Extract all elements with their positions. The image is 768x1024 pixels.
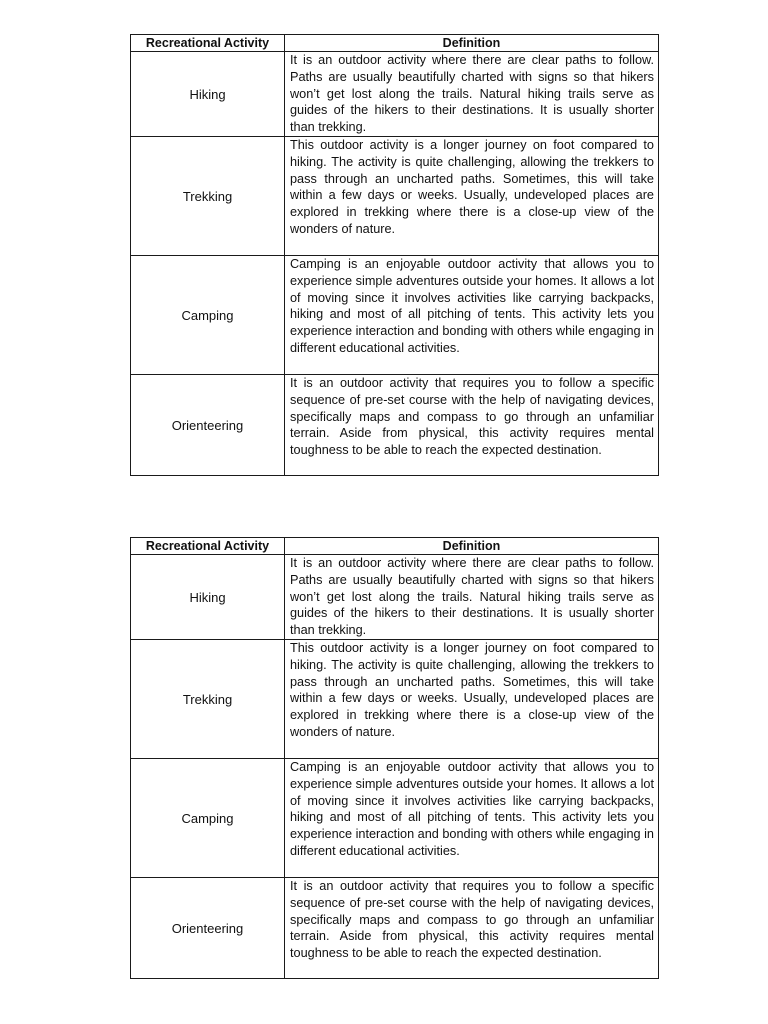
definition-cell: This outdoor activity is a longer journey on foot compared to hiking. The activity is quite challenging, allowing the trekkers to pass through an uncharted paths. Sometimes, this will take within a few days or weeks. Usually, undeveloped places are explored in trekking where there is a close-up view of the wonders of nature. bbox=[285, 640, 659, 759]
activity-cell: Camping bbox=[131, 256, 285, 375]
table-row bbox=[131, 640, 659, 759]
table-row bbox=[131, 52, 659, 137]
definition-column-header: Definition bbox=[285, 538, 659, 555]
table-row bbox=[131, 256, 659, 375]
definition-cell: Camping is an enjoyable outdoor activity that allows you to experience simple adventures outside your homes. It allows a lot of moving since it involves activities like carrying backpacks, hiking and most of all pitching of tents. This activity lets you experience interaction and bonding with others while engaging in different educational activities. bbox=[285, 256, 659, 375]
activity-column-header: Recreational Activity bbox=[131, 35, 285, 52]
table-row bbox=[131, 375, 659, 476]
activity-column-header: Recreational Activity bbox=[131, 538, 285, 555]
activity-cell: Trekking bbox=[131, 640, 285, 759]
definition-column-header: Definition bbox=[285, 35, 659, 52]
definition-cell: This outdoor activity is a longer journey on foot compared to hiking. The activity is quite challenging, allowing the trekkers to pass through an uncharted paths. Sometimes, this will take within a few days or weeks. Usually, undeveloped places are explored in trekking where there is a close-up view of the wonders of nature. bbox=[285, 137, 659, 256]
activity-cell: Orienteering bbox=[131, 375, 285, 476]
table-header-row bbox=[131, 35, 659, 52]
table-row bbox=[131, 137, 659, 256]
definition-cell: It is an outdoor activity where there are clear paths to follow. Paths are usually beautifully charted with signs so that hikers won’t get lost along the trails. Natural hiking trails serve as guides of the hikers to their destinations. It is usually shorter than trekking. bbox=[285, 52, 659, 137]
definition-cell: Camping is an enjoyable outdoor activity that allows you to experience simple adventures outside your homes. It allows a lot of moving since it involves activities like carrying backpacks, hiking and most of all pitching of tents. This activity lets you experience interaction and bonding with others while engaging in different educational activities. bbox=[285, 759, 659, 878]
activity-cell: Trekking bbox=[131, 137, 285, 256]
activity-definition-table bbox=[130, 34, 659, 476]
activity-cell: Hiking bbox=[131, 555, 285, 640]
table-row bbox=[131, 878, 659, 979]
table-header-row bbox=[131, 538, 659, 555]
table-row bbox=[131, 555, 659, 640]
activity-cell: Orienteering bbox=[131, 878, 285, 979]
activity-definition-table bbox=[130, 537, 659, 979]
definition-cell: It is an outdoor activity that requires you to follow a specific sequence of pre-set course with the help of navigating devices, specifically maps and compass to go through an unfamiliar terrain. Aside from physical, this activity requires mental toughness to be able to reach the expected destination. bbox=[285, 878, 659, 979]
definition-cell: It is an outdoor activity that requires you to follow a specific sequence of pre-set course with the help of navigating devices, specifically maps and compass to go through an unfamiliar terrain. Aside from physical, this activity requires mental toughness to be able to reach the expected destination. bbox=[285, 375, 659, 476]
activity-cell: Camping bbox=[131, 759, 285, 878]
table-row bbox=[131, 759, 659, 878]
definition-cell: It is an outdoor activity where there are clear paths to follow. Paths are usually beautifully charted with signs so that hikers won’t get lost along the trails. Natural hiking trails serve as guides of the hikers to their destinations. It is usually shorter than trekking. bbox=[285, 555, 659, 640]
activity-cell: Hiking bbox=[131, 52, 285, 137]
